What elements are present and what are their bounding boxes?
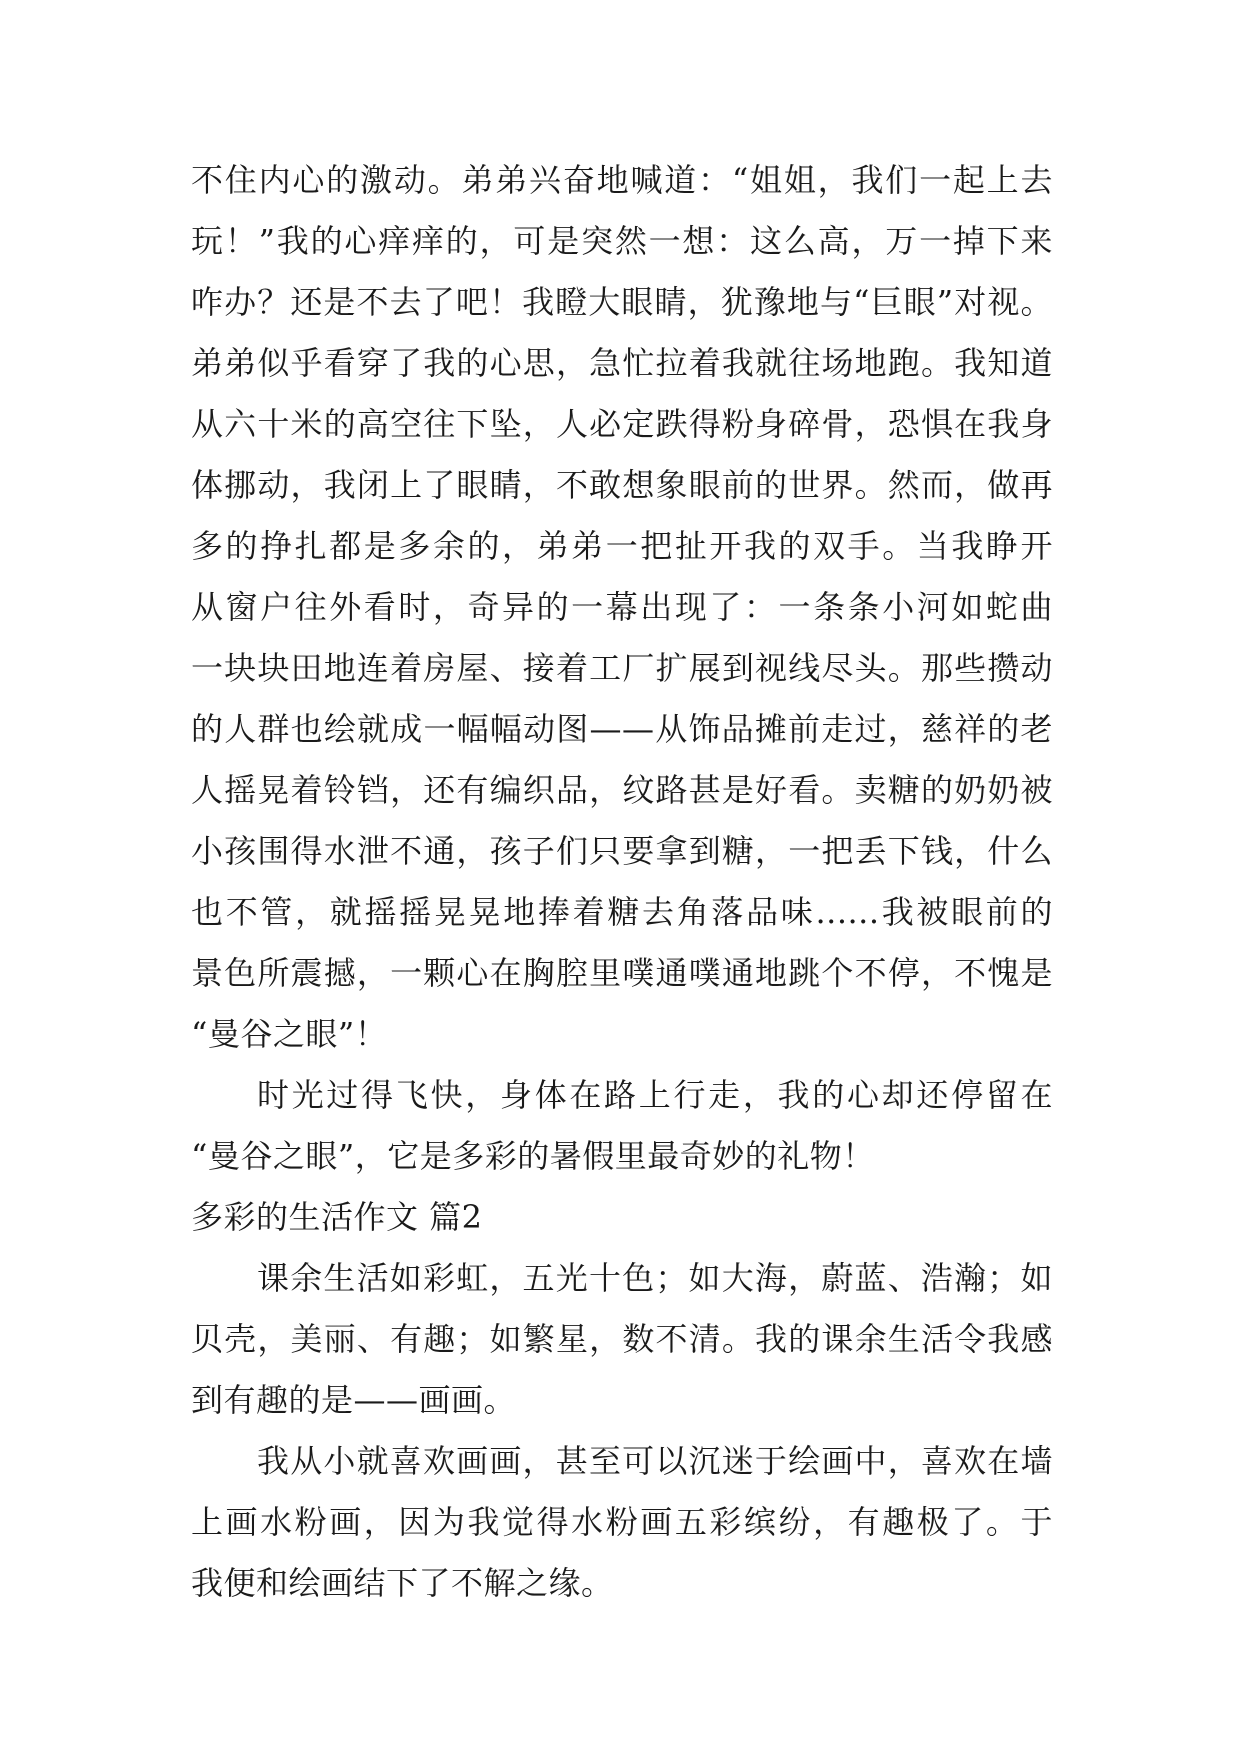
- text-line: 也不管，就摇摇晃晃地捧着糖去角落品味......我被眼前的: [191, 893, 1053, 931]
- text-line: 多的挣扎都是多余的，弟弟一把扯开我的双手。当我睁开: [191, 527, 1053, 565]
- text-line: 时光过得飞快，身体在路上行走，我的心却还停留在: [257, 1076, 1053, 1114]
- text-line: 一块块田地连着房屋、接着工厂扩展到视线尽头。那些攒动: [191, 649, 1053, 687]
- text-line: 到有趣的是——画画。: [191, 1381, 517, 1419]
- text-line: 玩！”我的心痒痒的，可是突然一想：这么高，万一掉下来: [191, 222, 1053, 260]
- document-body: [191, 150, 1053, 1614]
- text-line: 上画水粉画，因为我觉得水粉画五彩缤纷，有趣极了。于: [191, 1503, 1053, 1541]
- text-line: 弟弟似乎看穿了我的心思，急忙拉着我就往场地跑。我知道: [191, 344, 1053, 382]
- text-line: 不住内心的激动。弟弟兴奋地喊道：“姐姐，我们一起上去: [191, 161, 1053, 199]
- section-heading: 多彩的生活作文 篇2: [191, 1198, 483, 1236]
- text-line: 人摇晃着铃铛，还有编织品，纹路甚是好看。卖糖的奶奶被: [191, 771, 1053, 809]
- text-line: 从六十米的高空往下坠，人必定跌得粉身碎骨，恐惧在我身: [191, 405, 1053, 443]
- text-line: “曼谷之眼”，它是多彩的暑假里最奇妙的礼物！: [191, 1137, 875, 1175]
- text-line: 贝壳，美丽、有趣；如繁星，数不清。我的课余生活令我感: [191, 1320, 1053, 1358]
- text-line: 体挪动，我闭上了眼睛，不敢想象眼前的世界。然而，做再: [191, 466, 1053, 504]
- text-line: 的人群也绘就成一幅幅动图——从饰品摊前走过，慈祥的老: [191, 710, 1053, 748]
- text-line: 从窗户往外看时，奇异的一幕出现了：一条条小河如蛇曲: [191, 588, 1053, 626]
- text-line: 课余生活如彩虹，五光十色；如大海，蔚蓝、浩瀚；如: [257, 1259, 1053, 1297]
- text-line: 小孩围得水泄不通，孩子们只要拿到糖，一把丢下钱，什么: [191, 832, 1053, 870]
- text-line: “曼谷之眼”！: [191, 1015, 388, 1053]
- text-line: 咋办？还是不去了吧！我瞪大眼睛，犹豫地与“巨眼”对视。: [191, 283, 1053, 321]
- text-line: 我从小就喜欢画画，甚至可以沉迷于绘画中，喜欢在墙: [257, 1442, 1053, 1480]
- text-line: 景色所震撼，一颗心在胸腔里噗通噗通地跳个不停，不愧是: [191, 954, 1053, 992]
- text-line: 我便和绘画结下了不解之缘。: [191, 1564, 614, 1602]
